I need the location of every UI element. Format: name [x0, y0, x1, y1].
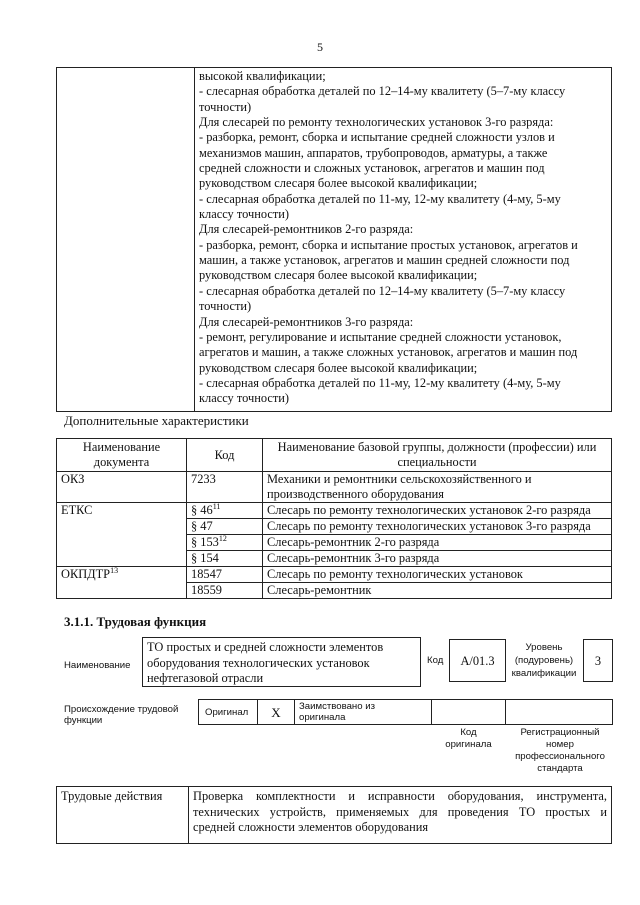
continuation-line: руководством слесаря более высокой квалификации;: [199, 176, 478, 191]
continuation-line: - разборка, ремонт, сборка и испытание простых установок, агрегатов и: [199, 237, 578, 252]
continuation-line: высокой квалификации;: [199, 69, 326, 83]
continuation-line: - ремонт, регулирование и испытание средней сложности установок,: [199, 329, 562, 344]
continuation-line: машин, а также установок, агрегатов и машин средней сложности под: [199, 253, 570, 268]
continuation-line: руководством слесаря более высокой квалификации;: [199, 360, 478, 375]
continuation-line: - слесарная обработка деталей по 11-му, 12-му квалитету (4-му, 5-му: [199, 191, 561, 206]
function-code-box: A/01.3: [449, 639, 506, 682]
code-label: Код: [427, 655, 444, 666]
etks-code-3: § $153^{12}$: [187, 535, 263, 551]
continuation-line: - слесарная обработка деталей по 11-му, 12-му квалитету (4-му, 5-му: [199, 375, 561, 390]
continuation-line: классу точности): [199, 207, 289, 222]
continuation-line: Для слесарей-ремонтников 3-го разряда:: [199, 314, 414, 329]
column-divider: [194, 68, 195, 411]
borrowed-label: Заимствовано из оригинала: [294, 699, 432, 725]
continuation-table: [56, 67, 612, 412]
continuation-line: классу точности): [199, 391, 289, 406]
reg-number-caption: Регистрационный номер профессионального стандарта: [515, 727, 605, 774]
etks-doc: ЕТКС: [57, 503, 187, 567]
function-name-line: оборудования технологических установок: [147, 655, 370, 670]
okpdtr-name-2: Слесарь-ремонтник: [263, 583, 612, 599]
header-doc-name: Наименование документа: [57, 439, 187, 472]
labor-actions-table: [56, 786, 612, 844]
okpdtr-doc: ОКПДТР$^{13}$: [57, 567, 187, 599]
okz-name: Механики и ремонтники сельскохозяйственного и производственного оборудования: [263, 472, 612, 503]
header-base-group: Наименование базовой группы, должности (профессии) или специальности: [263, 439, 612, 472]
continuation-line: - слесарная обработка деталей по 12–14-му квалитету (5–7-му классу: [199, 84, 566, 99]
labor-actions-label: Трудовые действия: [56, 786, 189, 844]
function-name-line: нефтегазовой отрасли: [147, 671, 264, 685]
function-name-box: [142, 637, 421, 687]
etks-name-3: Слесарь-ремонтник 2-го разряда: [263, 535, 612, 551]
continuation-line: механизмов машин, аппаратов, трубопроводов, арматуры, а также: [199, 145, 548, 160]
continuation-line: точности): [199, 99, 252, 114]
continuation-text: [199, 69, 609, 407]
okpdtr-code-1: 18547: [187, 567, 263, 583]
origin-label: Происхождение трудовой функции: [64, 704, 179, 726]
okz-code: 7233: [187, 472, 263, 503]
continuation-line: Для слесарей-ремонтников 2-го разряда:: [199, 222, 414, 237]
okpdtr-code-2: 18559: [187, 583, 263, 599]
continuation-line: точности): [199, 299, 252, 314]
additional-characteristics-title: Дополнительные характеристики: [64, 413, 249, 428]
etks-code-1: § $46^{11}$: [187, 503, 263, 519]
code-original-cell: [431, 699, 506, 725]
reg-number-cell: [505, 699, 613, 725]
continuation-line: агрегатов и машин, а также сложных установок, агрегатов и машин под: [199, 345, 578, 360]
continuation-line: - разборка, ремонт, сборка и испытание средней сложности узлов и: [199, 130, 555, 145]
etks-name-2: Слесарь по ремонту технологических установок 3-го разряда: [263, 519, 612, 535]
header-code: Код: [187, 439, 263, 472]
function-name-line: ТО простых и средней сложности элементов: [147, 640, 384, 654]
page-number: 5: [317, 40, 323, 54]
continuation-line: средней сложности и сложных установок, агрегатов и машин под: [199, 161, 545, 176]
labor-actions-text: Проверка комплектности и исправности оборудования, инструмента, технических устройств, применяемых для проведения ТО простых и средней сложности элементов оборудования: [189, 786, 612, 844]
name-label: Наименование: [64, 660, 131, 671]
level-value-box: 3: [583, 639, 613, 682]
etks-code-4: § 154: [187, 551, 263, 567]
original-mark: X: [257, 699, 295, 725]
etks-name-1: Слесарь по ремонту технологических установок 2-го разряда: [263, 503, 612, 519]
code-original-caption: Код оригинала: [445, 727, 492, 750]
continuation-line: руководством слесаря более высокой квалификации;: [199, 268, 478, 283]
etks-name-4: Слесарь-ремонтник 3-го разряда: [263, 551, 612, 567]
continuation-line: - слесарная обработка деталей по 12–14-му квалитету (5–7-му классу: [199, 283, 566, 298]
okpdtr-name-1: Слесарь по ремонту технологических установок: [263, 567, 612, 583]
additional-characteristics-table: [56, 438, 612, 599]
etks-code-2: § 47: [187, 519, 263, 535]
continuation-line: Для слесарей по ремонту технологических установок 3-го разряда:: [199, 115, 554, 130]
original-label: Оригинал: [198, 699, 258, 725]
okz-doc: ОКЗ: [57, 472, 187, 503]
level-label: Уровень (подуровень) квалификации: [511, 642, 577, 679]
section-title: 3.1.1. Трудовая функция: [64, 614, 207, 629]
